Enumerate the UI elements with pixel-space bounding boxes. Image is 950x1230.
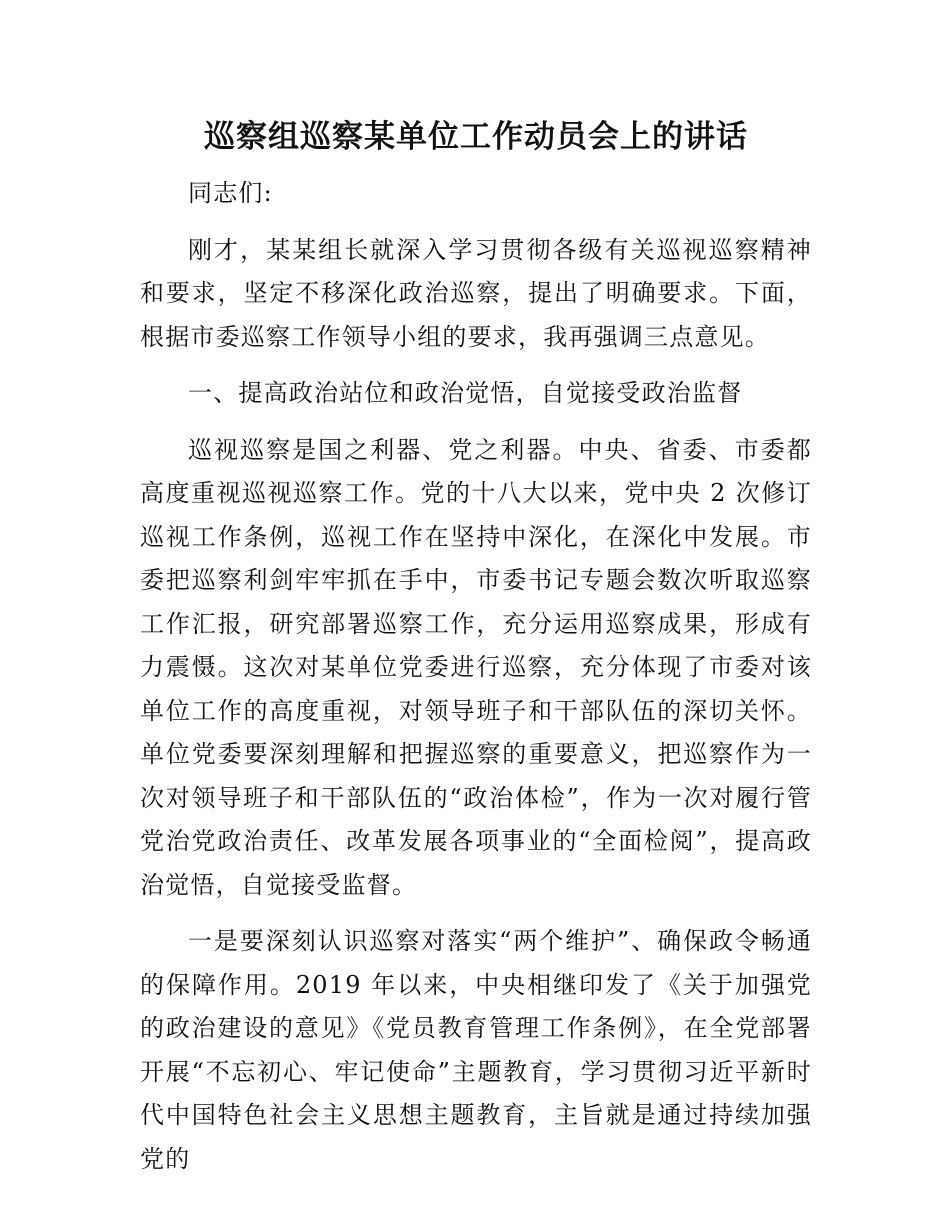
- salutation: 同志们:: [188, 179, 273, 207]
- section-heading-1: 一、提高政治站位和政治觉悟，自觉接受政治监督: [188, 379, 743, 407]
- paragraph-intro: 刚才，某某组长就深入学习贯彻各级有关巡视巡察精神和要求，坚定不移深化政治巡察，提出了明确要求。下面，根据市委巡察工作领导小组的要求，我再强调三点意见。: [140, 235, 812, 351]
- paragraph-point-1: 一是要深刻认识巡察对落实“两个维护”、确保政令畅通的保障作用。2019 年以来，中央相继印发了《关于加强党的政治建设的意见》《党员教育管理工作条例》，在全党部署开展“不忘初心、牢记使命”主题教育，学习贯彻习近平新时代中国特色社会主义思想主题教育，主旨就是通过持续加强党的: [140, 927, 812, 1173]
- paragraph-section-1-body: 巡视巡察是国之利器、党之利器。中央、省委、市委都高度重视巡视巡察工作。党的十八大以来，党中央 2 次修订巡视工作条例，巡视工作在坚持中深化，在深化中发展。市委把巡察利剑牢牢抓在手中，市委书记专题会数次听取巡察工作汇报，研究部署巡察工作，充分运用巡察成果，形成有力震慑。这次对某单位党委进行巡察，充分体现了市委对该单位工作的高度重视，对领导班子和干部队伍的深切关怀。单位党委要深刻理解和把握巡察的重要意义，把巡察作为一次对领导班子和干部队伍的“政治体检”，作为一次对履行管党治党政治责任、改革发展各项事业的“全面检阅”，提高政治觉悟，自觉接受监督。: [140, 435, 812, 899]
- document-title: 巡察组巡察某单位工作动员会上的讲话: [204, 119, 748, 155]
